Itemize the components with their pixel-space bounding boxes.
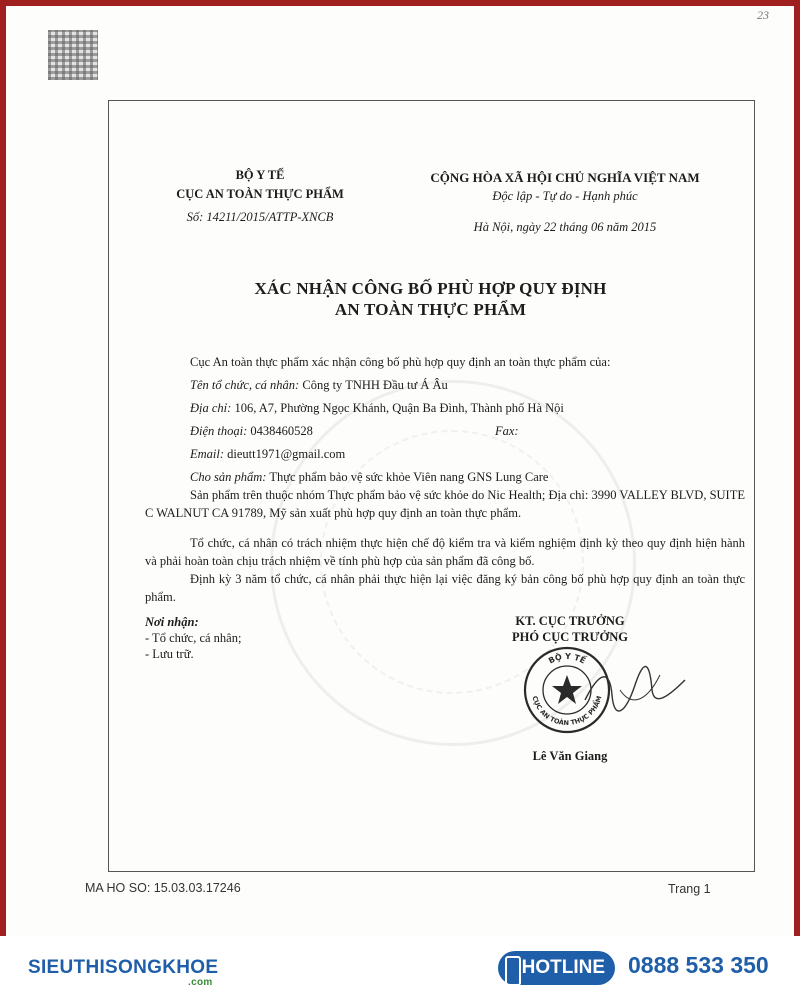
brand-logo-suffix: .com [188,977,213,988]
agency-name: CỤC AN TOÀN THỰC PHẨM [176,187,344,201]
seal-top-text: BỘ Y TẾ [547,651,587,666]
signer-title: KT. CỤC TRƯỞNG [515,614,625,628]
seal-star-emblem [552,675,582,704]
qr-code [48,30,98,80]
paragraph-renewal: Định kỳ 3 năm tổ chức, cá nhân phải thực hiện lại việc đăng ký bản công bố phù hợp quy định an toàn thực phẩm. [145,572,745,604]
recipient-item: - Lưu trữ. [145,647,194,661]
address-value: 106, A7, Phường Ngọc Khánh, Quận Ba Đình, Thành phố Hà Nội [234,401,564,415]
hotline-button[interactable]: HOTLINE [498,951,615,985]
record-code: MA HO SO: 15.03.03.17246 [85,881,241,895]
document-title: XÁC NHẬN CÔNG BỐ PHÙ HỢP QUY ĐỊNH [254,279,607,298]
ministry-name: BỘ Y TẾ [235,168,285,182]
recipient-item: - Tổ chức, cá nhân; [145,631,242,645]
document-subtitle: AN TOÀN THỰC PHẨM [334,300,527,319]
brand-logo[interactable] [28,957,219,988]
phone-icon [505,956,521,986]
recipients-heading: Nơi nhận: [145,615,199,629]
phone-row [190,424,313,439]
handwritten-signature [580,660,690,720]
page-number: Trang 1 [668,882,711,896]
org-row [190,378,448,393]
email-value: dieutt1971@gmail.com [227,447,346,461]
email-row [190,447,345,462]
email-label: Email: [190,447,225,461]
republic-motto: Độc lập - Tự do - Hạnh phúc [492,189,638,203]
document-number: Số: 14211/2015/ATTP-XNCB [186,210,334,224]
signer-subtitle: PHÓ CỤC TRƯỞNG [512,630,628,644]
product-value: Thực phẩm bảo vệ sức khỏe Viên nang GNS Lung Care [269,470,549,484]
org-value: Công ty TNHH Đầu tư Á Âu [302,378,448,392]
product-row [190,470,548,485]
phone-label: Điện thoại: [190,424,248,438]
paragraph-responsibility: Tổ chức, cá nhân có trách nhiệm thực hiện chế độ kiểm tra và kiểm nghiệm định kỳ theo quy định hiện hành và phải hoàn toàn chịu trách nhiệm về tính phù hợp của sản phẩm đã công bố. [145,536,745,568]
signer-name: Lê Văn Giang [532,749,608,763]
brand-logo-text: SIEUTHISONGKHOE [28,957,219,978]
hotline-number[interactable]: 0888 533 350 [628,952,769,978]
phone-value: 0438460528 [250,424,313,438]
issue-date: Hà Nội, ngày 22 tháng 06 năm 2015 [473,220,657,234]
intro-text: Cục An toàn thực phẩm xác nhận công bố phù hợp quy định an toàn thực phẩm của: [190,355,611,369]
page-mark: 23 [757,8,769,22]
republic-name: CỘNG HÒA XÃ HỘI CHỦ NGHĨA VIỆT NAM [430,170,700,185]
seal-bottom-text: CỤC AN TOÀN THỰC PHẨM [530,694,604,728]
paragraph-manufacturer: Sản phẩm trên thuộc nhóm Thực phẩm bảo vệ sức khỏe do Nic Health; Địa chỉ: 3990 VALLEY BLVD, SUITE C WALNUT CA 91789, Mỹ sản xuất phù hợp quy định an toàn thực phẩm. [145,488,745,520]
product-label: Cho sản phẩm: [190,470,267,484]
org-label: Tên tổ chức, cá nhân: [190,378,300,392]
fax-label: Fax: [495,424,519,438]
address-row [190,401,564,416]
address-label: Địa chỉ: [190,401,232,415]
